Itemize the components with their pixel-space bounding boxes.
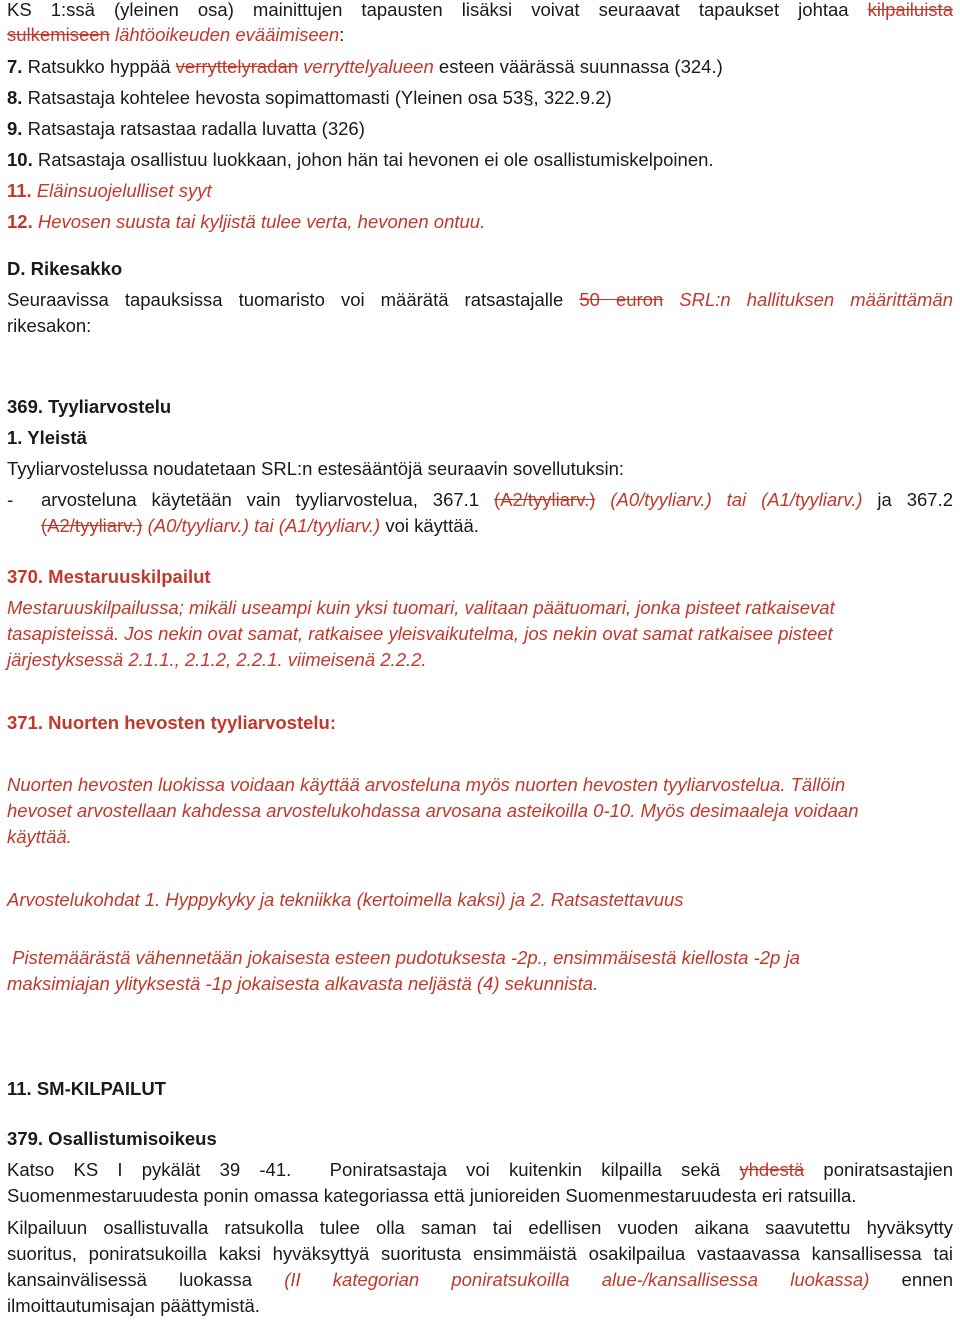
section-heading-369: 369. Tyyliarvostelu [7,396,172,417]
s369-intro: Tyyliarvostelussa noudatetaan SRL:n estesääntöjä seuraavin sovellutuksin: [7,458,625,479]
deleted-text: kilpailuista [867,0,953,20]
deleted-text: (A2/tyyliarv.) [41,515,143,536]
s371-p1-line-2: hevoset arvostellaan kahdessa arvostelukohdassa arvosana asteikoilla 0-10. Myös desimaaleja voidaan [7,800,859,821]
deleted-text: (A2/tyyliarv.) [493,489,596,510]
deleted-text: sulkemiseen [7,24,110,45]
list-item-7: 7. Ratsukko hyppää verryttelyradan verryttelyalueen esteen väärässä suunnassa (324.) [7,56,723,77]
s371-p1-line-1: Nuorten hevosten luokissa voidaan käyttää arvosteluna myös nuorten hevosten tyyliarvostelua. Tällöin [7,774,846,795]
inserted-text: (A0/tyyliarv.) tai (A1/tyyliarv.) [610,489,863,510]
s379-p2-line-1: Kilpailuun osallistuvalla ratsukolla tulee olla saman tai edellisen vuoden aikana saavutettu hyväksytty [7,1217,953,1238]
subheading-yleista: 1. Yleistä [7,427,87,448]
list-item-12: 12. Hevosen suusta tai kyljistä tulee verta, hevonen ontuu. [7,211,486,232]
s370-line-2: tasapisteissä. Jos nekin ovat samat, ratkaisee yleisvaikutelma, jos nekin ovat samat ratkaisee pisteet [7,623,833,644]
list-item-11: 11. Eläinsuojelulliset syyt [7,180,212,201]
s371-p1-line-3: käyttää. [7,826,72,847]
list-item-8: 8. Ratsastaja kohtelee hevosta sopimattomasti (Yleinen osa 53§, 322.9.2) [7,87,612,108]
s379-p2-line-2: suoritus, poniratsukoilla kaksi hyväksyttyä suoritusta ensimmäistä osakilpailua vastaavassa kansallisessa tai [7,1243,953,1264]
rikesakko-line-1: Seuraavissa tapauksissa tuomaristo voi määrätä ratsastajalle 50 euron SRL:n hallituksen määrittämän [7,289,954,310]
deleted-text: 50 euron [579,289,664,310]
rikesakko-line-2: rikesakon: [7,315,92,336]
deleted-text: verryttelyradan [175,56,299,77]
s379-p2-line-4: ilmoittautumisajan päättymistä. [7,1295,260,1316]
inserted-text: (II kategorian poniratsukoilla alue-/kansallisessa luokassa) [284,1269,870,1290]
deleted-text: yhdestä [739,1159,805,1180]
inserted-text: verryttelyalueen [303,56,434,77]
s379-p2-line-3: kansainvälisessä luokassa (II kategorian poniratsukoilla alue-/kansallisessa luokassa) ennen [7,1269,953,1290]
list-item-10: 10. Ratsastaja osallistuu luokkaan, johon hän tai hevonen ei ole osallistumiskelpoinen. [7,149,714,170]
chapter-heading-sm-kilpailut: 11. SM-KILPAILUT [7,1078,166,1099]
inserted-text: SRL:n hallituksen määrittämän [679,289,954,310]
section-heading-rikesakko: D. Rikesakko [7,258,123,279]
s379-p1-line-1: Katso KS I pykälät 39 -41. Poniratsastaja voi kuitenkin kilpailla sekä yhdestä poniratsastajien [7,1159,953,1180]
s370-line-1: Mestaruuskilpailussa; mikäli useampi kuin yksi tuomari, valitaan päätuomari, jonka pisteet ratkaisevat [7,597,835,618]
s371-p3-line-2: maksimiajan ylityksestä -1p jokaisesta alkavasta neljästä (4) sekunnista. [7,973,599,994]
intro-line-1: KS 1:ssä (yleinen osa) mainittujen tapausten lisäksi voivat seuraavat tapaukset johtaa kilpailuista [7,0,953,20]
section-heading-370: 370. Mestaruuskilpailut [7,566,211,587]
inserted-text: (A0/tyyliarv.) tai (A1/tyyliarv.) [147,515,381,536]
s370-line-3: järjestyksessä 2.1.1., 2.1.2, 2.2.1. viimeisenä 2.2.2. [7,649,427,670]
section-heading-379: 379. Osallistumisoikeus [7,1128,217,1149]
list-item-9: 9. Ratsastaja ratsastaa radalla luvatta (326) [7,118,365,139]
inserted-text: lähtöoikeuden evääimiseen [114,24,340,45]
s369-bullet-line-1: - arvosteluna käytetään vain tyyliarvostelua, 367.1 (A2/tyyliarv.) (A0/tyyliarv.) tai (A1/tyyliarv.) ja 367.2 [7,489,954,510]
s379-p1-line-2: Suomenmestaruudesta ponin omassa kategoriassa että junioreiden Suomenmestaruudesta eri ratsuilla. [7,1185,857,1206]
s371-p3-line-1: Pistemäärästä vähennetään jokaisesta esteen pudotuksesta -2p., ensimmäisestä kiellosta -2p ja [7,947,800,968]
intro-line-2: sulkemiseen lähtöoikeuden evääimiseen: [7,24,345,45]
s369-bullet-line-2: (A2/tyyliarv.) (A0/tyyliarv.) tai (A1/tyyliarv.) voi käyttää. [41,515,479,536]
section-heading-371: 371. Nuorten hevosten tyyliarvostelu: [7,712,336,733]
s371-p2: Arvostelukohdat 1. Hyppykyky ja tekniikka (kertoimella kaksi) ja 2. Ratsastettavuus [7,889,684,910]
